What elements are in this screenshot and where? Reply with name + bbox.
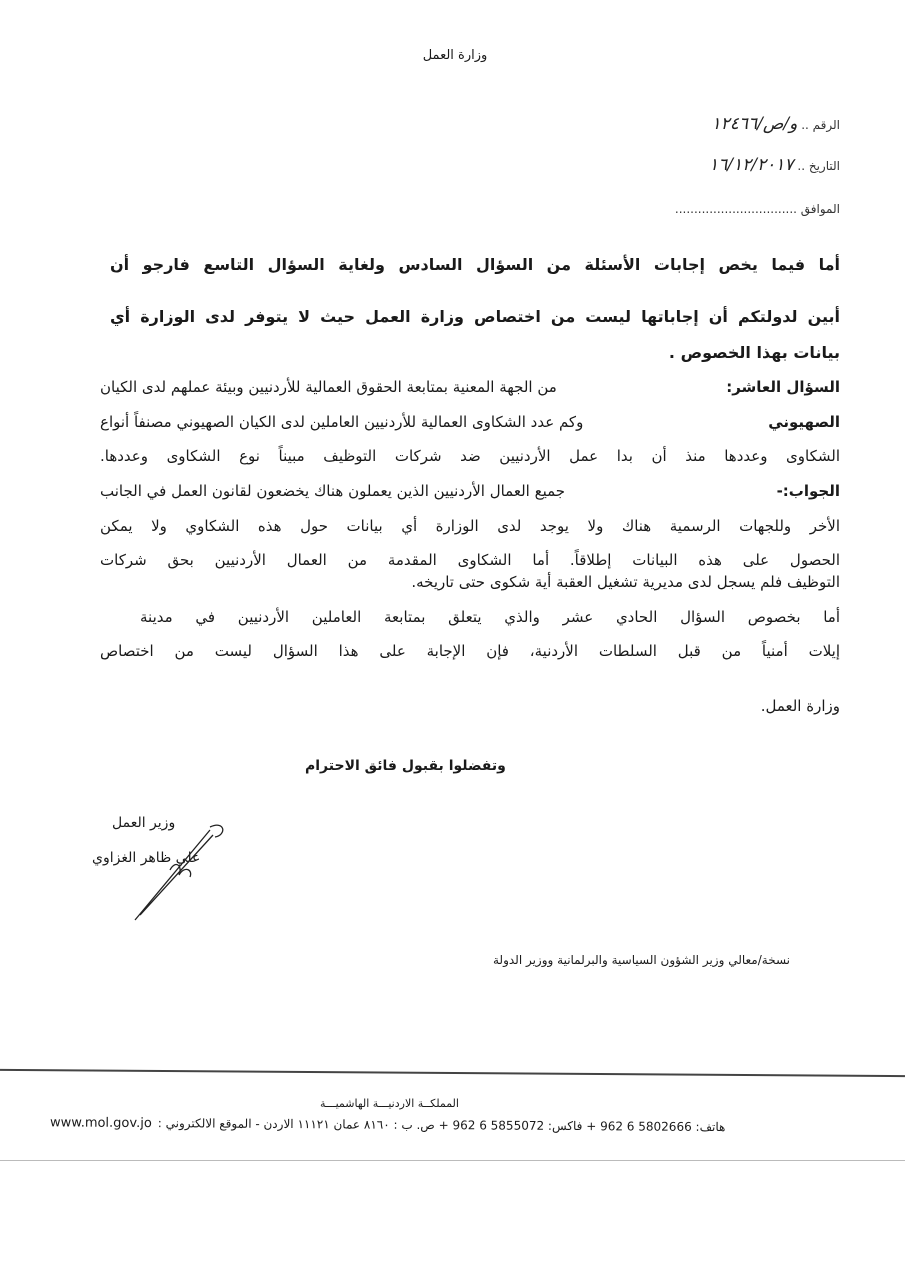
footer-kingdom: المملكــة الاردنيـــة الهاشميـــة <box>320 1097 459 1110</box>
question-10-label: السؤال العاشر: <box>726 378 840 396</box>
answer-text: جميع العمال الأردنيين الذين يعملون هناك يخضعون لقانون العمل في الجانب <box>100 482 566 500</box>
reference-number-field <box>711 114 840 134</box>
answer-line: الحصول على هذه البيانات إطلاقاً. أما الشكاوى المقدمة من العمال الأردنيين بحق شركات <box>100 551 840 569</box>
footer-contact <box>50 1115 800 1135</box>
question-10-text: من الجهة المعنية بمتابعة الحقوق العمالية للأردنيين وبيئة عملهم لدى الكيان <box>100 378 557 396</box>
intro-line: بيانات بهذا الخصوص . <box>668 343 840 362</box>
reference-value: و/ص/١٢٤٦٦ <box>711 114 798 134</box>
footer-top-rule <box>0 1069 905 1077</box>
question-10-line <box>100 378 840 396</box>
signatory-title: وزير العمل <box>112 815 176 831</box>
reference-dots: .. <box>801 118 809 132</box>
date-value: ١٦/١٢/٢٠١٧ <box>709 155 794 175</box>
answer-line: التوظيف فلم يسجل لدى مديرية تشغيل العقبة أية شكوى حتى تاريخه. <box>411 573 840 591</box>
date-field <box>709 155 840 175</box>
signatory-name: علي ظاهر الغزاوي <box>92 850 201 866</box>
answer-line: الأخر وللجهات الرسمية هناك ولا يوجد لدى الوزارة أي بيانات حول هذه الشكاوي ولا يمكن <box>100 517 840 535</box>
question-11-line: وزارة العمل. <box>760 697 840 715</box>
hijri-label: الموافق <box>800 202 840 216</box>
reference-label: الرقم <box>812 118 840 132</box>
hijri-dots: ................................ <box>674 202 797 216</box>
question-11-line: أما بخصوص السؤال الحادي عشر والذي يتعلق بمتابعة العاملين الأردنيين في مدينة <box>140 608 840 626</box>
copy-to-line: نسخة/معالي وزير الشؤون السياسية والبرلمانية ووزير الدولة <box>492 953 790 967</box>
question-10-line <box>100 413 840 431</box>
answer-line <box>100 482 840 500</box>
question-10-bold-word: الصهيوني <box>768 413 840 431</box>
question-11-line: إيلات أمنياً من قبل السلطات الأردنية، فإن الإجابة على هذا السؤال ليست من اختصاص <box>100 642 840 660</box>
intro-line: أما فيما يخص إجابات الأسئلة من السؤال السادس ولغاية السؤال التاسع فارجو أن <box>110 255 840 274</box>
answer-label: الجواب:- <box>776 482 840 500</box>
ministry-header: وزارة العمل <box>422 48 488 63</box>
intro-line: أبين لدولتكم أن إجاباتها ليست من اختصاص وزارة العمل حيث لا يتوفر لدى الوزارة أي <box>110 307 840 326</box>
hijri-date-field <box>675 202 840 216</box>
handwritten-signature-icon <box>115 815 235 925</box>
footer-contact-details: هاتف: 5802666 6 962 + فاكس: 5855072 6 962 + ص. ب : ٨١٦٠ عمان ١١١٢١ الاردن - الموقع الالكتروني : <box>157 1116 726 1135</box>
question-10-text: وكم عدد الشكاوى العمالية للأردنيين العاملين لدى الكيان الصهيوني مصنفاً أنواع <box>100 413 584 431</box>
closing-salutation: وتفضلوا بقبول فائق الاحترام <box>305 758 506 774</box>
footer-bottom-rule <box>0 1160 905 1161</box>
question-10-line: الشكاوى وعددها منذ أن بدا عمل الأردنيين ضد شركات التوظيف مبيناً نوع الشكاوى وعددها. <box>100 447 840 465</box>
date-dots: .. <box>797 159 806 173</box>
footer-website[interactable]: www.mol.gov.jo <box>49 1115 152 1132</box>
date-label: التاريخ <box>808 159 840 173</box>
